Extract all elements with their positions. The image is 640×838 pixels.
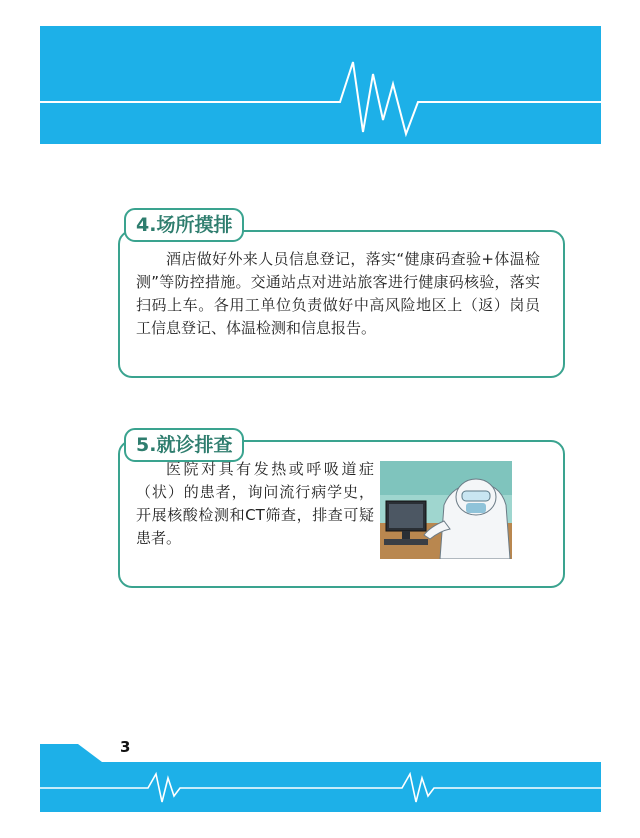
section-title-venue-screening: 4.场所摸排 — [124, 208, 244, 242]
heartbeat-line-top — [40, 26, 601, 144]
section-body-clinic-screening: 医院对具有发热或呼吸道症（状）的患者，询问流行病学史，开展核酸检测和CT筛查，排查可疑患者。 — [136, 460, 374, 547]
section-title-clinic-screening: 5.就诊排查 — [124, 428, 244, 462]
section-body-venue-screening: 酒店做好外来人员信息登记，落实“健康码查验+体温检测”等防控措施。交通站点对进站旅客进行健康码核验，落实扫码上车。各用工单位负责做好中高风险地区上（返）岗员工信息登记、体温检测和信息报告。 — [136, 250, 540, 337]
page-number: 3 — [120, 738, 131, 756]
brochure-page — [40, 26, 601, 812]
doctor-illustration — [380, 461, 512, 559]
